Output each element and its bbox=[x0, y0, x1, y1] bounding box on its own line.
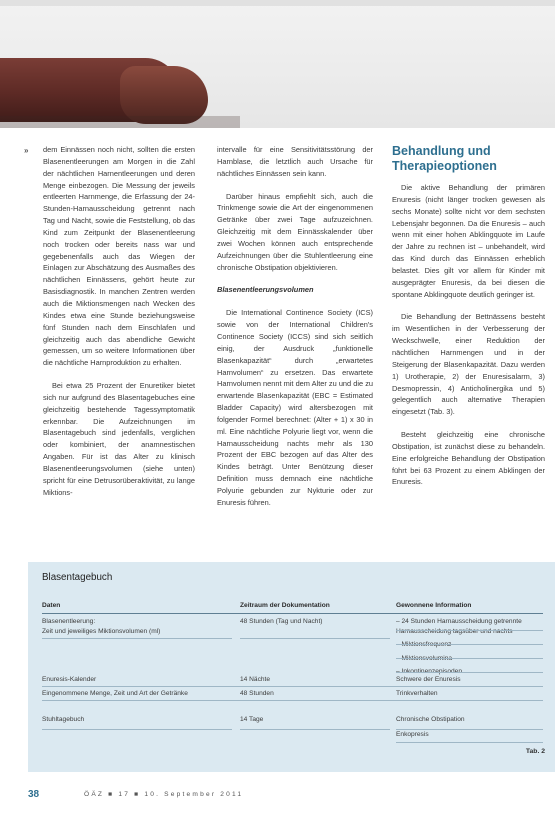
page-number: 38 bbox=[28, 789, 40, 800]
column-header: Gewonnene Information bbox=[396, 602, 472, 609]
row-divider bbox=[42, 686, 543, 687]
row-divider bbox=[42, 729, 232, 730]
table-cell: Enuresis-Kalender bbox=[42, 676, 97, 683]
row-divider bbox=[42, 638, 232, 639]
paragraph: Die International Continence Society (ICS) sowie von der International Children's Continence Society (ICCS) sind sich seitlich einig, der Ausdruck „funktionelle Blasenkapazität“ durch „erwartetes Harnvolumen“ zu ersetzen. Das erwartete Harnvolumen nennt mit dem Alter zu und die zu erwartende Blasenkapazität (EBC = Estimated Bladder Capacity) wird altersbezogen mit folgender Formel berechnet: (Alter + 1) x 30 in ml. Eine nächtliche Polyurie liegt vor, wenn die Harnausscheidung nachts mehr als 130 Prozent der EBC bezogen auf das Alter des Kindes beträgt. Unter Benützung dieser Definition muss demnach eine nächtliche Polyurie gebunden zur Nykturie oder zur Enuresis führen. bbox=[217, 308, 373, 507]
row-divider bbox=[42, 700, 543, 701]
table-cell bbox=[42, 617, 232, 636]
article-column-2 bbox=[217, 144, 373, 520]
table-cell: Eingenommene Menge, Zeit und Art der Getränke bbox=[42, 690, 188, 697]
table-cell bbox=[396, 715, 543, 739]
paragraph: dem Einnässen noch nicht, sollten die ersten Blasenentleerungen am Morgen in die Zahl der nächtlichen Harnentleerungen und deren Menge einbezogen. Die Messung der jeweils entleerten Harnmenge, die Erfassung der 24-Stunden-Harnausscheidung getrennt nach Tag und Nacht, sowie die Feststellung, ob das Kind zum Zeitpunkt der Blasenentleerung noch trocken oder bereits nass war und gegebenenfalls auch das Wiegen der Einlagen zur Abschätzung des Ausmaßes des nächtlichen Einnässens, gehört heute zur Basisdiagnostik. In manchen Zentren werden auch die Miktionsmengen nach Wecken des Kindes etwa eine Stunde beziehungsweise fünf Stunden nach dem Einschlafen und gleichzeitig auch das abendliche Gewicht gemessen, um so weitere Informationen über die nächtliche Harnproduktion zu erhalten. bbox=[43, 145, 195, 368]
photo-top-strip bbox=[0, 0, 555, 6]
row-divider bbox=[396, 742, 543, 743]
subheading: Blasenentleerungsvolumen bbox=[217, 285, 314, 295]
column-header: Zeitraum der Dokumentation bbox=[240, 602, 330, 609]
table-cell: 48 Stunden bbox=[240, 690, 274, 697]
article-column-3 bbox=[392, 144, 545, 499]
table-reference: Tab. 2 bbox=[525, 748, 545, 755]
cell-line: Chronische Obstipation bbox=[396, 716, 465, 723]
table-cell bbox=[396, 617, 543, 677]
cell-line: – Miktionsfrequenz bbox=[396, 641, 452, 648]
table-cell: Schwere der Enuresis bbox=[396, 676, 461, 683]
row-divider bbox=[240, 638, 390, 639]
journal-info: ÖÄZ ■ 17 ■ 10. September 2011 bbox=[84, 791, 244, 798]
table-cell: 48 Stunden (Tag und Nacht) bbox=[240, 618, 323, 625]
table bbox=[42, 592, 543, 762]
table-header bbox=[42, 602, 543, 614]
section-title: Behandlung und Therapieoptionen bbox=[392, 144, 497, 173]
row-divider bbox=[396, 658, 543, 659]
box-title: Blasentagebuch bbox=[42, 572, 113, 583]
continuation-marker: » bbox=[24, 146, 29, 155]
table-cell: 14 Nächte bbox=[240, 676, 271, 683]
page-footer bbox=[28, 790, 528, 802]
row-divider bbox=[396, 729, 543, 730]
table-cell: 14 Tage bbox=[240, 716, 264, 723]
table-cell: Stuhltagebuch bbox=[42, 716, 85, 723]
paragraph: Die Behandlung der Bettnässens besteht im Wesentlichen in der Verbesserung der Weckschwelle, einer Reduktion der nächtlichen Harnmengen und in der Steigerung der Blasenkapazität. Dazu werden 1) Urotherapie, 2) der Enuresisalarm, 3) Desmopressin, 4) Anticholinergika und 5) gelegentlich auch alternative Therapien eingesetzt (Tab. 3). bbox=[392, 312, 545, 417]
article-column-1 bbox=[43, 144, 195, 509]
column-header: Daten bbox=[42, 602, 61, 609]
paragraph: Besteht gleichzeitig eine chronische Obstipation, ist zunächst diese zu behandeln. Eine erfolgreiche Behandlung der Obstipation führt bei 63 Prozent zu einem Abklingen der Enuresis. bbox=[392, 430, 545, 487]
table-cell: Trinkverhalten bbox=[396, 690, 438, 697]
row-divider bbox=[396, 644, 543, 645]
header-photo bbox=[0, 0, 555, 128]
blasentagebuch-box bbox=[28, 562, 555, 772]
paragraph: intervalle für eine Sensitivitätsstörung der Harnblase, die letztlich auch Ursache für nächtliches Einnässen sein kann. bbox=[217, 145, 373, 178]
paragraph: Die aktive Behandlung der primären Enuresis (nicht länger trocken gewesen als sechs Monate) sollte nicht vor dem sechsten Lebensjahr begonnen. Da die Enuresis – auch wenn mit einer hohen Abklingquote im Laufe der Jahre zu rechnen ist – unbehandelt, wird das Kind durch das Einnässen erheblich belastet. Dies gilt vor allem für Kinder mit ausgeprägter Enuresis, da bei diesen die spontane Abklingquote deutlich geringer ist. bbox=[392, 183, 545, 299]
paragraph: Bei etwa 25 Prozent der Enuretiker bietet sich nur aufgrund des Blasentagebuches eine gleichzeitig bestehende Tagessymptomatik erkennbar. Die Aufzeichnungen im Blasentagebuch sind jedenfalls, verglichen oder kombiniert, der anamnestischen Angaben. Für ist das Alter zu klinisch Blasenentleerungsvolumen (siehe unten) spricht für eine Detrusorüberaktivität, zu lange Miktions- bbox=[43, 381, 195, 497]
cell-line: Enkopresis bbox=[396, 730, 429, 738]
row-divider bbox=[240, 729, 390, 730]
row-divider bbox=[396, 672, 543, 673]
cell-line: – 24 Stunden Harnausscheidung getrennte Harnausscheidung tagsüber und nachts bbox=[396, 618, 522, 635]
photo-shadow bbox=[0, 116, 240, 128]
paragraph: Darüber hinaus empfiehlt sich, auch die Trinkmenge sowie die Art der eingenommenen Getränke über zwei Tage aufzuzeichnen. Gleichzeitig mit dem Einnässkalender über zwei Wochen können auch entsprechende Aufzeichnungen über die Stuhlentleerung eine chronische Obstipation objektivieren. bbox=[217, 191, 373, 272]
row-divider bbox=[396, 630, 543, 631]
cell-text: Blasenentleerung: Zeit und jeweiliges Miktionsvolumen (ml) bbox=[42, 618, 161, 635]
cell-line: – Inkontinenzepisoden bbox=[396, 668, 462, 675]
cell-line: – Miktionsvolumina bbox=[396, 654, 453, 662]
